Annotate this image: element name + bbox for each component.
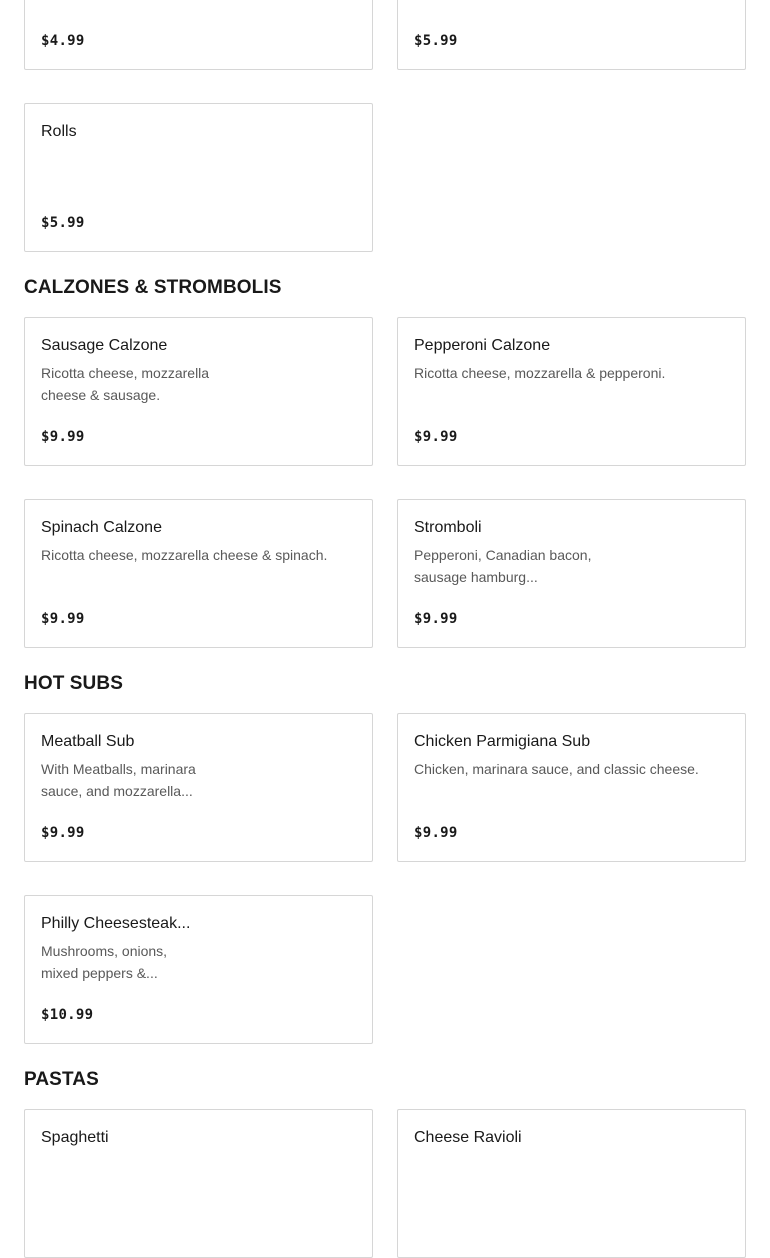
item-description: Mushrooms, onions, mixed peppers &... — [41, 943, 168, 981]
menu-item-card-spinach-calzone[interactable] — [24, 499, 373, 648]
item-description: Pepperoni, Canadian bacon, sausage hamburg... — [414, 547, 592, 585]
item-description: With Meatballs, marinara sauce, and mozzarella... — [41, 761, 196, 799]
item-price: $10.99 — [41, 1007, 94, 1023]
item-description: Ricotta cheese, mozzarella cheese & spinach. — [41, 547, 328, 563]
menu-item-card-rolls[interactable] — [24, 103, 373, 252]
item-name: Rolls — [41, 123, 77, 140]
item-name: Cheese Ravioli — [414, 1129, 522, 1146]
menu-item-card-meatball-sub[interactable] — [24, 713, 373, 862]
item-price: $9.99 — [41, 429, 85, 445]
item-price: $4.99 — [41, 33, 85, 49]
item-name: Pepperoni Calzone — [414, 337, 551, 354]
item-name: Stromboli — [414, 519, 482, 536]
item-name: Philly Cheesesteak... — [41, 915, 191, 932]
menu-item-card-sausage-calzone[interactable] — [24, 317, 373, 466]
item-name: Chicken Parmigiana Sub — [414, 733, 591, 750]
item-name: Meatball Sub — [41, 733, 135, 750]
menu-item-card[interactable] — [24, 0, 373, 70]
menu-item-card-chicken-parmigiana-sub[interactable] — [397, 713, 746, 862]
menu-item-card-spaghetti[interactable] — [24, 1109, 373, 1258]
item-price: $5.99 — [41, 215, 85, 231]
menu-item-card[interactable] — [397, 0, 746, 70]
menu-item-card-philly-cheesesteak[interactable] — [24, 895, 373, 1044]
item-description: Chicken, marinara sauce, and classic cheese. — [414, 761, 699, 777]
item-price: $9.99 — [414, 429, 458, 445]
menu-item-card-stromboli[interactable] — [397, 499, 746, 648]
item-name: Spaghetti — [41, 1129, 109, 1146]
item-price: $9.99 — [414, 611, 458, 627]
menu-item-card-cheese-ravioli[interactable] — [397, 1109, 746, 1258]
item-name: Sausage Calzone — [41, 337, 168, 354]
item-description: Ricotta cheese, mozzarella & pepperoni. — [414, 365, 666, 381]
item-price: $9.99 — [41, 611, 85, 627]
section-title-calzones: CALZONES & STROMBOLIS — [24, 277, 282, 298]
item-price: $9.99 — [41, 825, 85, 841]
item-price: $9.99 — [414, 825, 458, 841]
menu-item-card-pepperoni-calzone[interactable] — [397, 317, 746, 466]
section-title-hot-subs: HOT SUBS — [24, 673, 123, 694]
section-title-pastas: PASTAS — [24, 1069, 99, 1090]
item-price: $5.99 — [414, 33, 458, 49]
item-name: Spinach Calzone — [41, 519, 162, 536]
item-description: Ricotta cheese, mozzarella cheese & sausage. — [41, 365, 210, 403]
